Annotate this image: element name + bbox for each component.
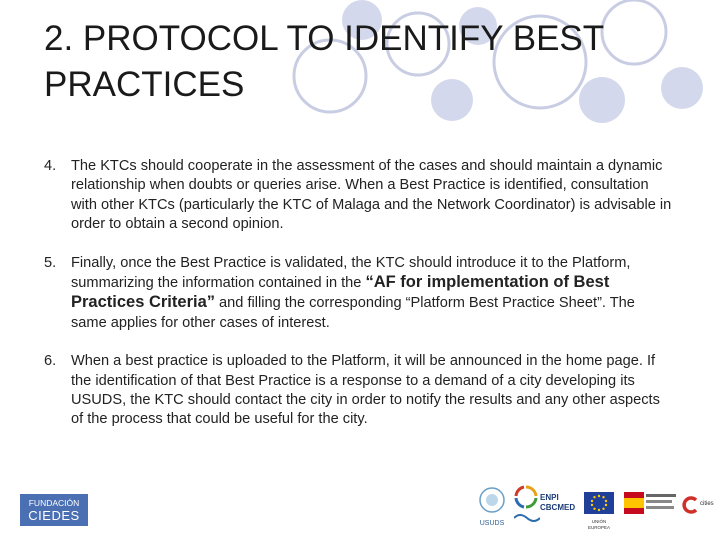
- numbered-list: [44, 157, 674, 449]
- item-text-before: Finally, once the Best Practice is validated, the KTC should introduce it to the Platform, summarizing the information contained in the: [71, 254, 631, 292]
- item-text: When a best practice is uploaded to the Platform, it will be announced in the home page. If the identification of that Best Practice is a response to a demand of a city developing its USUDS, the KTC should contact the city in order to notify the results and any other aspects of the process that could be useful for the city.: [71, 353, 660, 428]
- enpi-waves-icon: [514, 512, 540, 524]
- item-number: 4.: [44, 158, 57, 174]
- item-text-bold: “AF for implementation of Best Practices Criteria”: [71, 273, 610, 312]
- list-item: [44, 157, 674, 235]
- ciedes-logo: [20, 494, 88, 526]
- usuds-emblem-icon: [477, 486, 507, 514]
- item-number: 5.: [44, 254, 57, 271]
- slide-title: 2. PROTOCOL TO IDENTIFY BEST PRACTICES: [44, 19, 604, 104]
- item-text-after: and filling the corresponding “Platform Best Practice Sheet”. The same applies for other cases of interest.: [71, 295, 635, 331]
- item-text: The KTCs should cooperate in the assessment of the cases and should maintain a dynamic relationship when doubts or queries arise. When a Best Practice is identified, consultation with other KTCs (particularly the KTC of Malaga and the Network Coordinator) is advisable in order to obtain a second opinion.: [71, 158, 672, 233]
- cities-emblem-icon: [682, 496, 700, 514]
- eu-logo: [582, 492, 616, 530]
- list-item: [44, 352, 674, 430]
- list-item: [44, 254, 674, 334]
- eu-caption: UNIÓN EUROPEA: [587, 519, 610, 530]
- usuds-logo: [476, 486, 508, 526]
- enpi-label: ENPI: [540, 493, 559, 502]
- cities-logo: [682, 494, 718, 516]
- ciedes-logo-line1: FUNDACIÓN: [28, 498, 80, 508]
- enpi-sun-icon: [512, 484, 540, 510]
- usuds-label: USUDS: [479, 520, 505, 527]
- eu-flag-icon: [584, 492, 614, 514]
- cbcmed-label: CBCMED: [540, 503, 576, 512]
- spain-flag-icon: [624, 492, 676, 514]
- cities-label: cities: [700, 501, 714, 507]
- spain-gov-logo: [624, 492, 676, 514]
- item-number: 6.: [44, 353, 57, 370]
- enpi-logo: [512, 484, 578, 526]
- item-text: [71, 254, 674, 334]
- ciedes-logo-line2: CIEDES: [28, 508, 80, 523]
